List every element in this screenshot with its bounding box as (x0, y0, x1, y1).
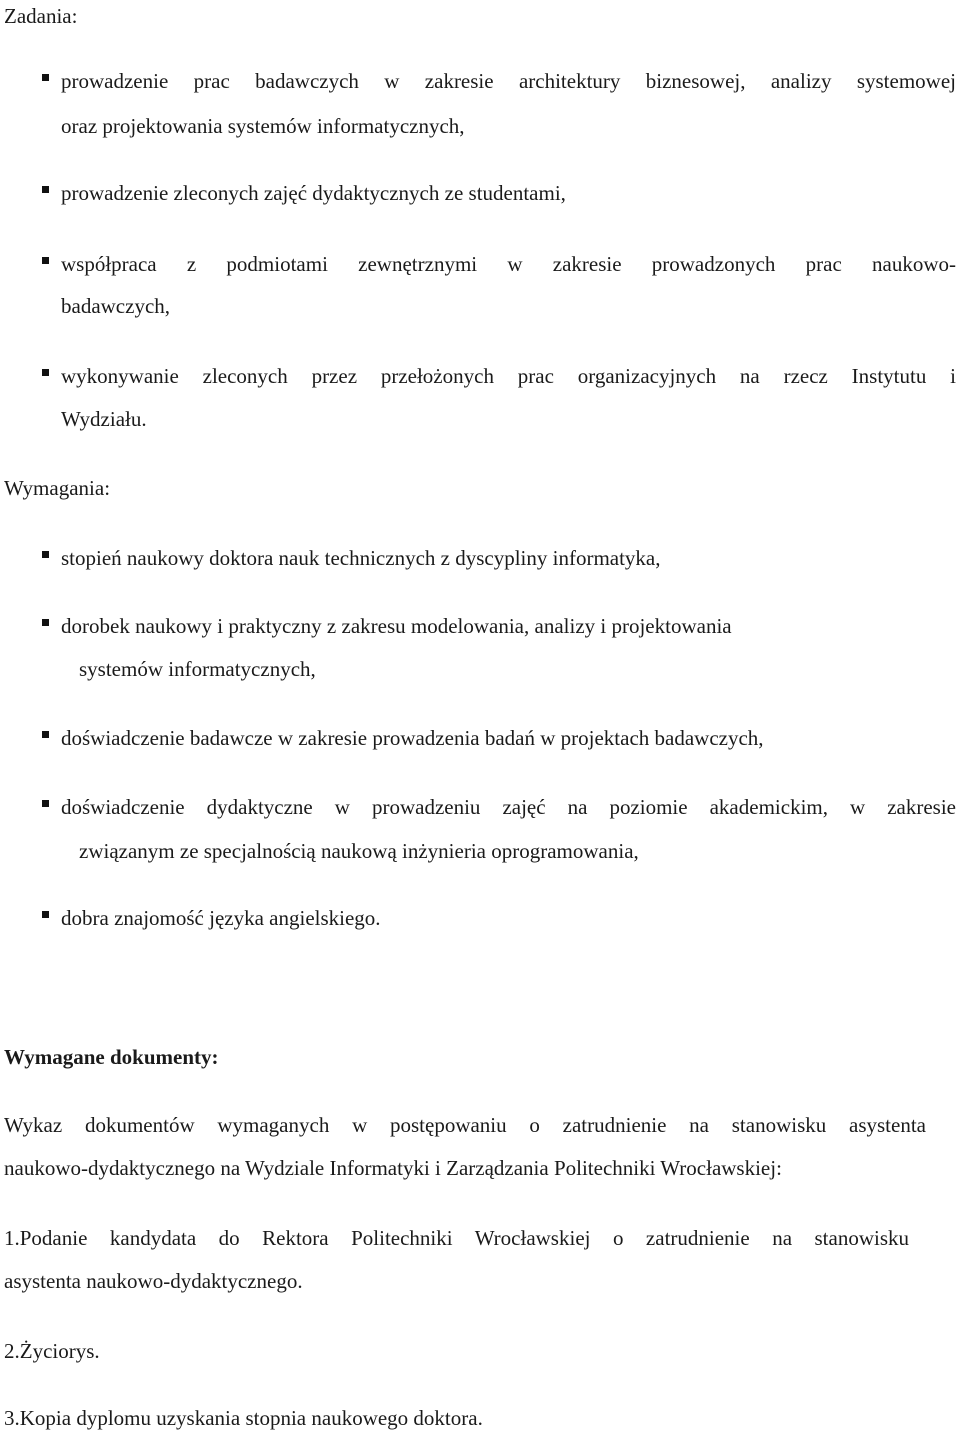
bullet-icon (42, 369, 49, 376)
bullet-icon (42, 619, 49, 626)
wymagania-item-5-line1: dobra znajomość języka angielskiego. (61, 906, 381, 930)
wymagania-item-2-line1: dorobek naukowy i praktyczny z zakresu modelowania, analizy i projektowania (61, 614, 732, 638)
zadania-item-4-line2: Wydziału. (61, 407, 147, 431)
section-heading-wymagania: Wymagania: (4, 476, 111, 500)
zadania-item-1-line2: oraz projektowania systemów informatycznych, (61, 114, 465, 138)
zadania-item-4-line1: wykonywanie zleconych przez przełożonych prac organizacyjnych na rzecz Instytutu i (61, 364, 956, 388)
zadania-item-3-line2: badawczych, (61, 294, 171, 318)
zadania-item-3-line1: współpraca z podmiotami zewnętrznymi w zakresie prowadzonych prac naukowo- (61, 252, 956, 276)
bullet-icon (42, 257, 49, 264)
bullet-icon (42, 186, 49, 193)
bullet-icon (42, 731, 49, 738)
bullet-icon (42, 74, 49, 81)
wymagania-item-4-line1: doświadczenie dydaktyczne w prowadzeniu zajęć na poziomie akademickim, w zakresie (61, 795, 956, 819)
dokumenty-item-3: 3.Kopia dyplomu uzyskania stopnia naukowego doktora. (4, 1406, 483, 1430)
bullet-icon (42, 911, 49, 918)
bullet-icon (42, 800, 49, 807)
wymagania-item-2-line2: systemów informatycznych, (79, 657, 316, 681)
dokumenty-item-2: 2.Życiorys. (4, 1339, 100, 1363)
dokumenty-item-1-line1: 1.Podanie kandydata do Rektora Politechniki Wrocławskiej o zatrudnienie na stanowisku (4, 1226, 909, 1250)
dokumenty-item-1-line2: asystenta naukowo-dydaktycznego. (4, 1269, 303, 1293)
wymagania-item-1-line1: stopień naukowy doktora nauk technicznych z dyscypliny informatyka, (61, 546, 661, 570)
bullet-icon (42, 551, 49, 558)
zadania-item-1-line1: prowadzenie prac badawczych w zakresie architektury biznesowej, analizy systemowej (61, 69, 956, 93)
section-heading-dokumenty: Wymagane dokumenty: (4, 1045, 219, 1069)
zadania-item-2-line1: prowadzenie zleconych zajęć dydaktycznych ze studentami, (61, 181, 566, 205)
wymagania-item-3-line1: doświadczenie badawcze w zakresie prowadzenia badań w projektach badawczych, (61, 726, 764, 750)
dokumenty-intro-line2: naukowo-dydaktycznego na Wydziale Informatyki i Zarządzania Politechniki Wrocławskiej: (4, 1156, 782, 1180)
wymagania-item-4-line2: związanym ze specjalnością naukową inżynieria oprogramowania, (79, 839, 639, 863)
section-heading-zadania: Zadania: (4, 4, 78, 28)
dokumenty-intro-line1: Wykaz dokumentów wymaganych w postępowaniu o zatrudnienie na stanowisku asystenta (4, 1113, 926, 1137)
